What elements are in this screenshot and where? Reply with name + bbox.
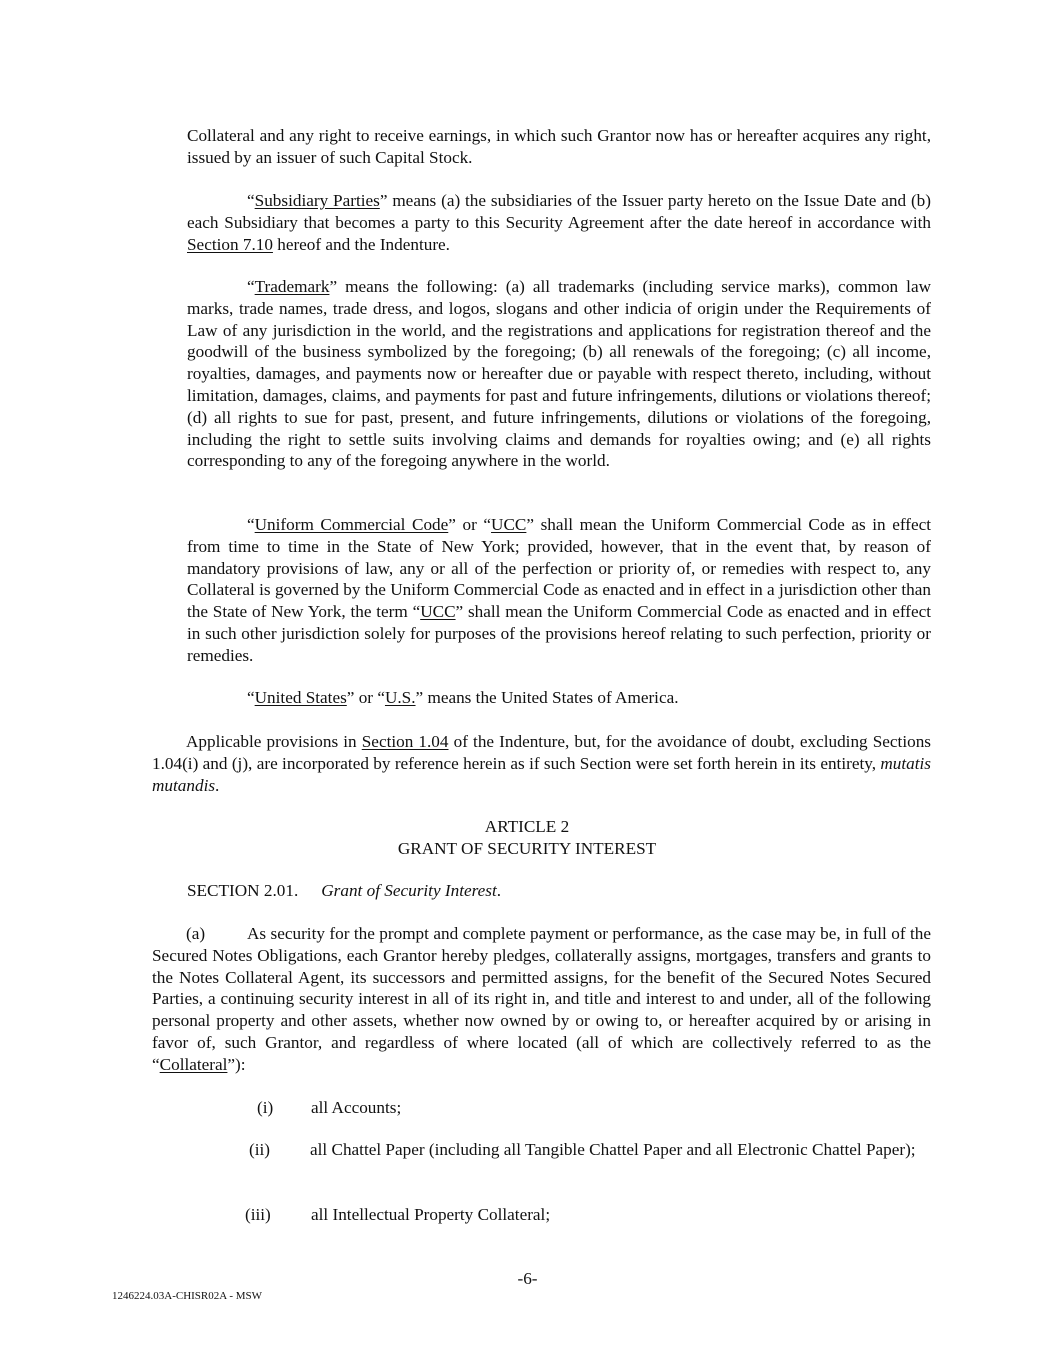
- applicable-provisions-paragraph: Applicable provisions in Section 1.04 of the Indenture, but, for the avoidance of doubt, excluding Sections 1.04(i) and (j), are incorporated by reference herein as if such Section were set forth herein in its entirety, mutatis mutandis.: [152, 732, 931, 795]
- grant-label: (a): [186, 924, 206, 943]
- article-number: ARTICLE 2: [484, 817, 570, 836]
- defined-term: U.S.: [384, 688, 416, 707]
- section-reference: Section 7.10: [187, 234, 273, 254]
- section-heading: SECTION 2.01. Grant of Security Interest.: [187, 881, 502, 900]
- list-item: [187, 1139, 931, 1161]
- grant-paragraph: (a) As security for the prompt and complete payment or performance, as the case may be, in full of the Secured Notes Obligations, each Grantor hereby pledges, collaterally assigns, mortgages, transfers and grants to the Notes Collateral Agent, its successors and permitted assigns, for the benefit of the Secured Notes Secured Parties, a continuing security interest in all of its right in, and title and interest to and under, all of the following personal property and other assets, whether now owned by or owing to, or hereafter acquired by or arising in favor of, such Grantor, and regardless of where located (all of which are collectively referred to as the “Collateral”):: [152, 924, 931, 1074]
- defined-term: Uniform Commercial Code: [254, 515, 449, 534]
- defined-term: United States: [254, 688, 347, 707]
- defined-term: Trademark: [254, 277, 330, 296]
- document-footer-id: 1246224.03A-CHISR02A - MSW: [112, 1290, 263, 1302]
- defined-term: UCC: [420, 602, 456, 622]
- defined-term: UCC: [491, 515, 527, 534]
- definition-subsidiary-parties: “Subsidiary Parties” means (a) the subsidiaries of the Issuer party hereto on the Issue Date and (b) each Subsidiary that becomes a party to this Security Agreement after the date hereof in accordance with Section 7.10 hereof and the Indenture.: [187, 191, 931, 254]
- list-item: [257, 1097, 931, 1119]
- section-title: Grant of Security Interest: [321, 881, 497, 900]
- section-label: SECTION 2.01.: [187, 881, 299, 900]
- continuation-paragraph: Collateral and any right to receive earnings, in which such Grantor now has or hereafter acquires any right, issued by an issuer of such Capital Stock.: [187, 126, 931, 167]
- article-title: GRANT OF SECURITY INTEREST: [397, 839, 657, 858]
- defined-term: Subsidiary Parties: [254, 191, 380, 210]
- italic-phrase: mutatis mutandis: [152, 753, 931, 795]
- list-item-label: (iii): [245, 1205, 271, 1224]
- list-item-label: (i): [257, 1098, 274, 1117]
- defined-term: Collateral: [159, 1054, 228, 1074]
- list-item: [245, 1204, 931, 1226]
- list-item-text: all Chattel Paper (including all Tangible Chattel Paper and all Electronic Chattel Paper);: [310, 1140, 916, 1159]
- definition-united-states: “United States” or “U.S.” means the United States of America.: [247, 688, 679, 707]
- list-item-text: all Accounts;: [311, 1098, 402, 1117]
- page-number: -6-: [517, 1269, 538, 1288]
- list-item-label: (ii): [249, 1140, 270, 1159]
- definition-trademark: “Trademark” means the following: (a) all trademarks (including service marks), common law marks, trade names, trade dress, and logos, slogans and other indicia of origin under the Requirements of Law of any jurisdiction in the world, and the registrations and applications for registration thereof and the goodwill of the business symbolized by the foregoing; (b) all renewals of the foregoing; (c) all income, royalties, damages, and payments now or hereafter due or payable with respect thereto, including, without limitation, damages, claims, and payments for past and future infringements, dilutions or violations thereof; (d) all rights to sue for past, present, and future infringements, dilutions or violations of the foregoing, including the right to settle suits involving claims and demands for royalties owing; and (e) all rights corresponding to any of the foregoing anywhere in the world.: [187, 277, 931, 471]
- section-reference: Section 1.04: [361, 732, 449, 751]
- list-item-text: all Intellectual Property Collateral;: [311, 1205, 551, 1224]
- definition-uniform-commercial-code: “Uniform Commercial Code” or “UCC” shall mean the Uniform Commercial Code as in effect from time to time in the State of New York; provided, however, that in the event that, by reason of mandatory provisions of law, any or all of the perfection or priority of, or remedies with respect to, any Collateral is governed by the Uniform Commercial Code as enacted and in effect in a jurisdiction other than the State of New York, the term “UCC” shall mean the Uniform Commercial Code as enacted and in effect in such other jurisdiction solely for purposes of the provisions hereof relating to such perfection, priority or remedies.: [187, 515, 931, 665]
